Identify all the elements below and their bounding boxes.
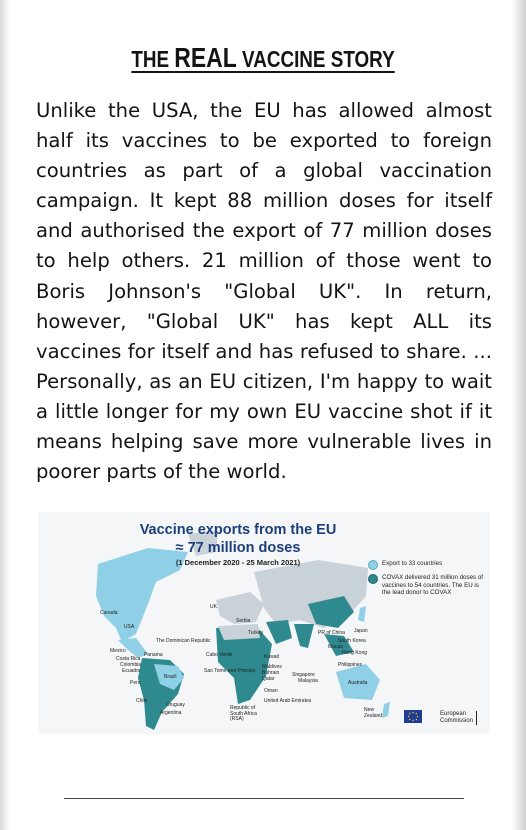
legend-covax-text: COVAX delivered 31 million doses of vaccines to 54 countries. The EU is the lead donor to COVAX [382, 574, 483, 597]
left-edge-shadow [0, 0, 10, 830]
label-costa-rica: Costa Rica [116, 656, 141, 662]
right-edge-shadow [512, 0, 526, 830]
label-colombia: Colombia [120, 662, 142, 668]
label-turkey: Turkey [248, 630, 264, 636]
asia-shape [254, 560, 368, 628]
label-maldives: Maldives [262, 664, 282, 670]
map-subtitle: ≈ 77 million doses [175, 540, 301, 556]
title-suffix: VACCINE STORY [236, 46, 395, 72]
label-uruguay: Uruguay [166, 702, 185, 708]
label-south-africa: Republic of South Africa (RSA) [230, 705, 257, 723]
label-sao-tome: Sao Tome and Principe [204, 668, 256, 674]
label-uae: United Arab Emirates [264, 698, 312, 704]
bottom-divider [64, 798, 464, 799]
title-emphasis: REAL [174, 42, 237, 73]
japan-shape [358, 606, 366, 622]
legend-covax-row [368, 574, 486, 597]
label-usa: USA [124, 624, 135, 630]
label-malaysia: Malaysia [298, 678, 318, 684]
label-hong-kong: Hong Kong [342, 650, 368, 656]
label-mexico: Mexico [110, 648, 126, 654]
map-date-range: (1 December 2020 - 25 March 2021) [175, 558, 301, 567]
label-kuwait: Kuwait [264, 654, 280, 660]
label-peru: Peru [130, 680, 141, 686]
label-argentina: Argentina [160, 710, 182, 716]
label-brazil: Brazil [164, 674, 177, 680]
legend-export-row [368, 560, 486, 570]
legend-covax-swatch [368, 574, 378, 584]
eu-name-line2: Commission [440, 718, 474, 724]
label-japan: Japan [354, 628, 368, 634]
page-title [47, 42, 478, 74]
label-canada: Canada [100, 610, 118, 616]
legend-export-swatch [368, 560, 378, 570]
label-serbia: Serbia [236, 618, 251, 624]
label-macao: Macao [328, 644, 344, 650]
eu-name-line1: European [440, 711, 467, 717]
india-shape [294, 624, 314, 648]
label-oman: Oman [264, 688, 278, 694]
label-philippines: Philippines [338, 662, 363, 668]
label-australia: Australia [348, 680, 368, 686]
map-legend [368, 560, 486, 601]
label-new-zealand: New Zealand [364, 707, 383, 719]
label-qatar: Qatar [262, 676, 275, 682]
label-chile: Chile [136, 698, 148, 704]
middle-east-shape [266, 620, 292, 644]
label-ecuador: Ecuador [122, 668, 141, 674]
eu-commission-logo-text [440, 711, 473, 725]
eu-flag-icon [404, 710, 422, 723]
label-dominican-republic: The Dominican Republic [156, 638, 211, 644]
label-singapore: Singapore [292, 672, 315, 678]
label-uk: UK [210, 604, 217, 610]
body-paragraph: Unlike the USA, the EU has allowed almost half its vaccines to be exported to foreign countries as part of a global vaccination campaign. It kept 88 million doses for itself and authorised the export of 77 million doses to help others. 21 million of those went to Boris Johnson's "Global UK". In return, however, "Global UK" has kept ALL its vaccines for itself and has refused to share. ... Personally, as an EU citizen, I'm happy to wait a little longer for my own EU vaccine shot if it means helping save more vulnerable lives in poorer parts of the world. [36, 99, 492, 484]
legend-export-text: Export to 33 countries [382, 560, 443, 567]
label-bahrain: Bahrain [262, 670, 280, 676]
title-prefix: THE [131, 46, 175, 72]
label-cabo-verde: Cabo Verde [206, 652, 233, 658]
map-title: Vaccine exports from the EU [139, 522, 337, 538]
label-south-korea: South Korea [338, 638, 366, 644]
vaccine-export-map [38, 512, 490, 734]
label-china: PR of China [318, 630, 345, 636]
logo-divider [476, 711, 477, 725]
label-panama: Panama [144, 652, 163, 658]
